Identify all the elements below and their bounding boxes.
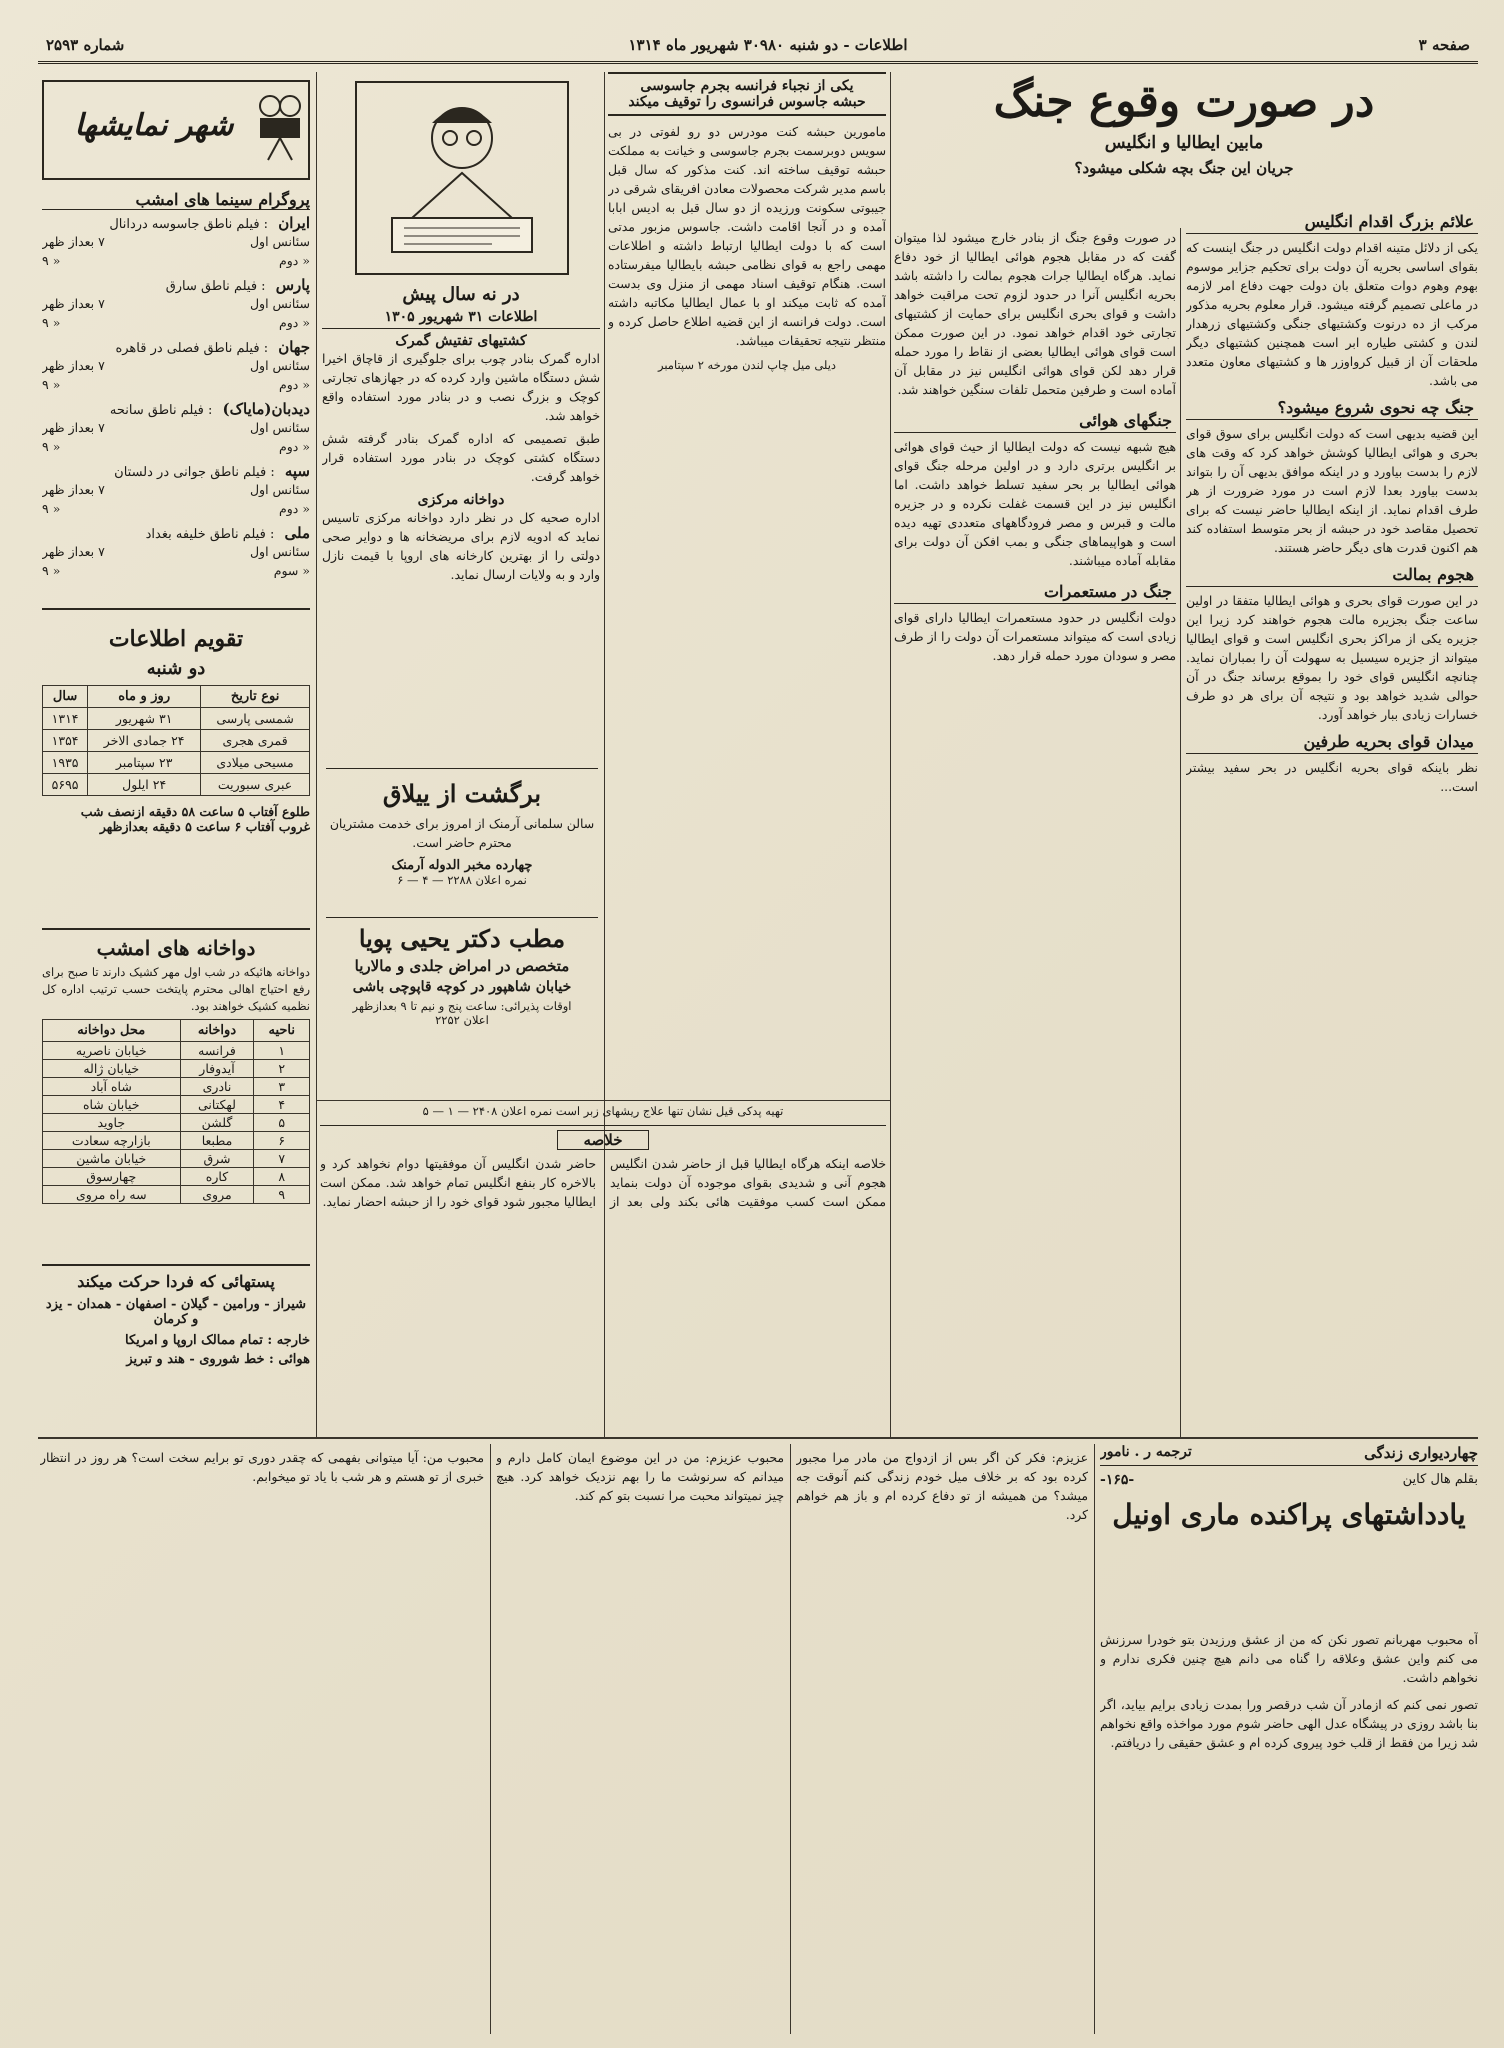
- show-time: « ۹: [42, 501, 61, 516]
- sunrise: طلوع آفتاب ۵ ساعت ۵۸ دقیقه ازنصف شب: [80, 804, 310, 819]
- cinema-heading: پروگرام سینما های امشب: [42, 190, 310, 210]
- page-number: صفحه ۳: [1418, 36, 1470, 54]
- ad-doctor-title: مطب دکتر یحیی پویا: [358, 924, 566, 953]
- pharmacy-row: [43, 1186, 310, 1204]
- cinema-show: [42, 356, 310, 375]
- show-time: « ۹: [42, 439, 61, 454]
- calendar-cell: ۱۳۵۴: [43, 730, 88, 752]
- issue-number: شماره ۲۵۹۳: [46, 36, 125, 54]
- cinema-entry: [42, 338, 310, 394]
- calendar-cell: مسیحی میلادی: [201, 752, 310, 774]
- pharmacy-cell: شاه آباد: [43, 1078, 181, 1096]
- show-time: ۷ بعداز ظهر: [42, 296, 105, 311]
- show-label: « دوم: [279, 377, 310, 392]
- pharmacy-cell: خیابان ناصریه: [43, 1042, 181, 1060]
- serial-col-2: [796, 1448, 1088, 2030]
- cinema-show: [42, 375, 310, 394]
- pharmacy-cell: نادری: [180, 1078, 254, 1096]
- spy-kicker: یکی از نجباء فرانسه بجرم جاسوسی: [608, 72, 886, 94]
- spy-article: [608, 72, 886, 1100]
- show-label: سئانس اول: [249, 420, 310, 435]
- show-time: « ۹: [42, 377, 61, 392]
- ad-barber-title: برگشت از ییلاق: [382, 779, 542, 808]
- pharmacy-cell: خیابان ماشین: [43, 1150, 181, 1168]
- nine-years-para: طبق تصمیمی که اداره گمرک بنادر گرفته شش دستگاه کشتی کوچک در بنادر مورد استفاده قرار خواهد گرفت.: [322, 431, 600, 484]
- pharmacy-cell: ۷: [254, 1150, 310, 1168]
- cinema-title-line: سپه : فیلم ناطق جوانی در دلستان: [114, 462, 310, 480]
- post-line: هوائی : خط شوروی - هند و تبریز: [126, 1352, 310, 1367]
- calendar-row: [43, 730, 310, 752]
- calendar-header: سال: [43, 686, 88, 708]
- pharmacy-row: [43, 1042, 310, 1060]
- cinema-name: جهان: [278, 338, 310, 356]
- section-heading: هجوم بمالت: [1186, 563, 1478, 587]
- section-body: نظر باینکه قوای بحریه انگلیس در بحر سفید بیشتر است...: [1186, 760, 1478, 794]
- war-column-right: [1186, 204, 1478, 1436]
- ad-doctor: [326, 924, 598, 1096]
- ad-barber-address: چهارده مخبر الدوله آرمنک: [391, 858, 533, 873]
- serial-para: آه محبوب مهربانم تصور نکن که من از عشق ورزیدن بتو خودرا سرزنش می کنم واین عشق وعلاقه را گناه می دانم هیچ چنین فکری ندارم و نخواهم داشت.: [1100, 1632, 1478, 1685]
- ad-doctor-number: اعلان ۲۲۵۲: [435, 1013, 489, 1027]
- nine-years-date: اطلاعات ۳۱ شهریور ۱۳۰۵: [322, 309, 600, 329]
- cinema-show: [42, 294, 310, 313]
- pharmacy-cell: بازارچه سعادت: [43, 1132, 181, 1150]
- post-title: پستهائی که فردا حرکت میکند: [77, 1272, 275, 1291]
- calendar: [42, 620, 310, 920]
- post-line: شیراز - ورامین - گیلان - اصفهان - همدان - یزد و کرمان: [45, 1297, 307, 1327]
- nine-years-ago: [322, 284, 600, 764]
- war-body: در صورت وقوع جنگ از بنادر خارج میشود لذا میتوان گفت که در مقابل هجوم هوائی ایطالیا از خود دفاع نماید. هرگاه ایطالیا جرات هجوم بمالت را داشته باشد بحریه انگلیس آنرا در حدود لزوم تحت مراقبت خواهد داشت و قوای بحری انگلیس برای حمایت از کشتیهای تجارتی خود اقدام خواهد نمود. در این صورت ممکن است قوای هوائی ایطالیا بعضی از نقاط را مورد حمله قرار دهد لکن قوای هوائی انگلیس نیز در مقابل آن آماده است و طرفین متحمل تلفات سنگین خواهند شد.: [894, 230, 1176, 397]
- camera-icon: [250, 92, 310, 162]
- cinema-film: فیلم ناطق جوانی در دلستان: [114, 465, 267, 480]
- pharmacy-row: [43, 1060, 310, 1078]
- pharmacy-cell: جاوید: [43, 1114, 181, 1132]
- cinema-list: [42, 214, 310, 580]
- column-rule: [890, 72, 891, 1437]
- spy-dateline: دیلی میل چاپ لندن مورخه ۲ سپتامبر: [657, 358, 837, 372]
- cinema-name: دیدبان(مایاک): [222, 400, 310, 418]
- sunset: غروب آفتاب ۶ ساعت ۵ دقیقه بعدازظهر: [99, 819, 310, 834]
- pharmacy-cell: مطبعا: [180, 1132, 254, 1150]
- cinema-logo-text: شهر نمایشها: [74, 108, 234, 143]
- column-rule: [1094, 1444, 1095, 2034]
- show-time: ۷ بعداز ظهر: [42, 482, 105, 497]
- serial-title: یادداشتهای پراکنده ماری اونیل: [1112, 1498, 1466, 1531]
- cinema-program: [42, 190, 310, 610]
- war-article-subtitle: مابین ایطالیا و انگلیس: [1104, 133, 1264, 153]
- pharmacy-cell: شرق: [180, 1150, 254, 1168]
- calendar-row: [43, 774, 310, 796]
- calendar-cell: ۱۳۱۴: [43, 708, 88, 730]
- ad-strip: تهیه پدکی قیل نشان تنها علاج ریشهای زبر است نمره اعلان ۲۴۰۸ — ۱ — ۵: [320, 1104, 886, 1126]
- pharmacy-header: ناحیه: [254, 1020, 310, 1042]
- row-rule: [316, 1100, 890, 1101]
- cinema-title-line: دیدبان(مایاک) : فیلم ناطق سانحه: [109, 400, 310, 418]
- pharmacy-row: [43, 1150, 310, 1168]
- pharmacy-cell: ۱: [254, 1042, 310, 1060]
- show-time: « ۹: [42, 563, 61, 578]
- air-body: هیچ شبهه نیست که دولت ایطالیا از حیث قوای هوائی بر انگلیس برتری دارد و در اولین مرحله جنگ قوای هوائی ایطالیا بر بحر سفید تسلط خواهد داشت. اما انگلیس نیز در این قسمت غفلت نکرده و در جزیره مالت و قبرس و مصر فرودگاههای متعددی تهیه دیده است و هواپیماهای جنگی و بمب افکن آن دولت برای مقابله آماده میباشند.: [894, 439, 1176, 568]
- pharmacy-cell: ۳: [254, 1078, 310, 1096]
- cinema-entry: [42, 276, 310, 332]
- show-label: « دوم: [279, 315, 310, 330]
- pharmacy-cell: فرانسه: [180, 1042, 254, 1060]
- spy-body: مامورین حبشه کنت مودرس دو رو لفوتی در بی سویس دوبرسمت بجرم جاسوسی و خیانت به مملکت حبشه توقیف ساخته اند. کنت مذکور که سال قبل باسم مدیر شرکت محصولات معادن افریقای شرقی در جیبوتی سکونت ورزیده از دو سال قبل به ادیس ابابا آمده و در آنجا اقامت داشت. جاسوس مزبور مدتی است که با دولت ایطالیا ارتباط داشته و اطلاعات مهمی راجع به قوای نظامی حبشه بایطالیا میفرستاده است. هنگام توقیف اسناد مهمی از منزل وی بدست آمده که ثابت میکند او با عمال ایطالیا مکاتبه داشته است. دولت فرانسه از این قضیه اطلاع حاصل کرده و منتظر نتیجه تحقیقات میباشد.: [608, 124, 886, 348]
- ad-doctor-address: خیابان شاهپور در کوچه قاپوچی باشی: [352, 979, 572, 995]
- serial-header: [1100, 1444, 1478, 1644]
- calendar-title: تقویم اطلاعات: [108, 626, 244, 652]
- calendar-cell: قمری هجری: [201, 730, 310, 752]
- calendar-header: روز و ماه: [88, 686, 201, 708]
- calendar-row: [43, 708, 310, 730]
- serial-col-3: [496, 1448, 784, 2030]
- section-body: در این صورت قوای بحری و هوائی ایطالیا متفقا در اولین ساعت جنگ بجزیره مالت هجوم خواهند کرد زیرا این جزیره یکی از مراکز بحری انگلیس است و قوای ایطالیا میتواند از جزیره سیسیل به سهولت آن را بمباران نماید. چنانچه انگلیس قوای خود را بموقع برساند جنگ در آن حوالی شدید خواهد بود و نتیجه آن برای هر دو طرف خسارات زیادی ببار خواهد آورد.: [1186, 593, 1478, 722]
- cinema-film: فیلم ناطق فصلی در قاهره: [115, 341, 260, 356]
- pharmacies-table: [42, 1019, 310, 1204]
- calendar-cell: عبری سبوریت: [201, 774, 310, 796]
- cinema-title-line: ملی : فیلم ناطق خلیفه بغداد: [145, 524, 310, 542]
- spy-title: حبشه جاسوس فرانسوی را توقیف میکند: [608, 94, 886, 116]
- war-column-left: [894, 228, 1176, 1436]
- war-article-title: در صورت وقوع جنگ: [993, 76, 1375, 127]
- pharmacy-cell: کاره: [180, 1168, 254, 1186]
- cinema-title-line: ایران : فیلم ناطق جاسوسه دردانال: [109, 214, 310, 232]
- pharmacy-row: [43, 1078, 310, 1096]
- calendar-cell: ۵۶۹۵: [43, 774, 88, 796]
- pharmacy-cell: خیابان ژاله: [43, 1060, 181, 1078]
- masthead-center: اطلاعات - دو شنبه ۳۰۹۸۰ شهریور ماه ۱۳۱۴: [628, 36, 908, 54]
- serial-para: محبوب عزیزم: من در این موضوع ایمان کامل دارم و میدانم که سرنوشت ما را بهم نزدیک خواهد کرد. هیچ چیز نمیتواند محبت مرا نسبت بتو کم کند.: [496, 1450, 784, 1503]
- war-article-question: جریان این جنگ بچه شکلی میشود؟: [1074, 159, 1294, 177]
- serial-para: تصور نمی کنم که ازمادر آن شب درقصر ورا بمدت زیادی برایم بیاید، اگر بنا باشد روزی در پیشگاه عدل الهی حاضر شوم مورد مواخذه واقع نخواهم شد زیرا من فقط از قلب خود پیروی کرده ام و عشق حقیقی را دریافتم.: [1100, 1697, 1478, 1750]
- cinema-show: [42, 480, 310, 499]
- ad-barber-body: سالن سلمانی آرمنک از امروز برای خدمت مشتریان محترم حاضر است.: [329, 816, 595, 850]
- nine-years-para: اداره صحیه کل در نظر دارد دواخانه مرکزی تاسیس نماید که ادویه لازم برای مریضخانه ها و دوایر صحی دولتی را از بهترین کارخانه های اروپا با قیمت نازل وارد و به ولایات ارسال نماید.: [322, 510, 600, 582]
- post-schedule: [42, 1264, 310, 1434]
- pharmacy-cell: آیدوفار: [180, 1060, 254, 1078]
- cinema-film: فیلم ناطق جاسوسه دردانال: [109, 217, 260, 232]
- cinema-film: فیلم ناطق سانحه: [109, 403, 204, 418]
- pharmacies: [42, 928, 310, 1258]
- section-body: این قضیه بدیهی است که دولت انگلیس برای سوق قوای بحری و هوائی ایطالیا کوشش خواهد کرد که وقت های لازم را بدست بیاورد و در اینکه موافق بدیهی آن را بتواند بدست بیاورد بعدا لازم است در مورد ضرورت از هر طرف اقدام نماید. از اینکه ایطالیا حاضر نیست که برای تحصیل مقاصد خود در حبشه از بحر متوسط استفاده کند هم اکنون قدرت های دیگر حاضر هستند.: [1186, 426, 1478, 555]
- cinema-entry: [42, 524, 310, 580]
- cinema-title-line: جهان : فیلم ناطق فصلی در قاهره: [115, 338, 310, 356]
- pharmacy-cell: لهکتانی: [180, 1096, 254, 1114]
- cinema-title-line: پارس : فیلم ناطق سارق: [165, 276, 310, 294]
- show-time: « ۹: [42, 315, 61, 330]
- fold-rule: [38, 1437, 1478, 1439]
- show-label: سئانس اول: [249, 234, 310, 249]
- masthead: [38, 30, 1478, 64]
- pharmacy-cell: سه راه مروی: [43, 1186, 181, 1204]
- pharmacy-cell: ۴: [254, 1096, 310, 1114]
- pharmacy-cell: ۶: [254, 1132, 310, 1150]
- pharmacy-row: [43, 1168, 310, 1186]
- pharmacies-note: دواخانه هائیکه در شب اول مهر کشیک دارند تا صبح برای رفع احتیاج اهالی محترم پایتخت حسب ترتیب اداره کل نظمیه کشیک خواهند بود.: [42, 965, 310, 1013]
- calendar-day: دو شنبه: [146, 658, 206, 679]
- column-rule: [1180, 228, 1181, 1438]
- show-time: « ۹: [42, 253, 61, 268]
- serial-author: بقلم هال کاین: [1402, 1472, 1478, 1487]
- serial-section: چهاردیواری زندگی: [1364, 1444, 1478, 1462]
- calendar-cell: ۲۳ سپتامبر: [88, 752, 201, 774]
- section-heading: میدان قوای بحریه طرفین: [1186, 730, 1478, 754]
- cinema-logo: [42, 80, 310, 180]
- section-body: یکی از دلائل متینه اقدام دولت انگلیس در جنگ اینست که بقوای اساسی بحریه آن دولت برای تحکیم جزایر موسوم بهوم وهوم دوات متعلق بان دولت جهت دفاع امر لازمه در ماعلی تصمیم گرفته میشود. قرار معلوم بحریه مذکور مرکب از ده درنوت وکشتیهای جنگی وکشتیهای زرهدار لندن و کشتی طیاره ابر است همچنین کشتیهای دیگر ملحقات آن از قبیل کرواوزر ها و کشتیهای معاون متعدد می باشد.: [1186, 240, 1478, 388]
- pharmacy-row: [43, 1114, 310, 1132]
- cinema-name: پارس: [275, 276, 310, 294]
- show-time: ۷ بعداز ظهر: [42, 420, 105, 435]
- calendar-cell: ۳۱ شهریور: [88, 708, 201, 730]
- section-heading: جنگ چه نحوی شروع میشود؟: [1186, 396, 1478, 420]
- pharmacy-header: دواخانه: [180, 1020, 254, 1042]
- colony-body: دولت انگلیس در حدود مستعمرات ایطالیا دارای قوای زیادی است که میتواند مستعمرات آن دولت را از طرف مصر و سودان مورد حمله قرار دهد.: [894, 610, 1176, 663]
- cinema-entry: [42, 400, 310, 456]
- nine-years-heading-2: دواخانه مرکزی: [417, 492, 505, 508]
- column-rule: [316, 72, 317, 1437]
- serial-episode: -۱۶۵-: [1100, 1472, 1135, 1488]
- show-label: « سوم: [273, 563, 310, 578]
- pharmacy-cell: مروی: [180, 1186, 254, 1204]
- pharmacy-cell: ۲: [254, 1060, 310, 1078]
- show-label: « دوم: [279, 501, 310, 516]
- serial-translator: ترجمه ر . نامور: [1100, 1444, 1192, 1460]
- cinema-entry: [42, 214, 310, 270]
- pharmacies-title: دواخانه های امشب: [96, 936, 256, 960]
- cinema-name: ملی: [284, 524, 310, 542]
- colony-heading: جنگ در مستعمرات: [894, 580, 1176, 604]
- pharmacy-cell: ۹: [254, 1186, 310, 1204]
- cinema-name: سپه: [284, 462, 310, 480]
- cinema-show: [42, 232, 310, 251]
- summary-body: خلاصه اینکه هرگاه ایطالیا قبل از حاضر شدن انگلیس هجوم آنی و شدیدی بقوای موجوده آن دولت بنماید ممکن است کسب موفقیت هائی بکند ولی بعد از حاضر شدن انگلیس آن موفقیتها دوام نخواهد کرد و بالاخره کار بنفع انگلیس تمام خواهد شد. ممکن است ایطالیا مجبور شود قوای خود را از حبشه احضار نماید.: [320, 1156, 886, 1209]
- show-label: سئانس اول: [249, 482, 310, 497]
- section-heading: علائم بزرگ اقدام انگلیس: [1186, 210, 1478, 234]
- cartoon-illustration: [352, 78, 572, 278]
- column-rule: [490, 1444, 491, 2034]
- pharmacy-row: [43, 1132, 310, 1150]
- calendar-header: نوع تاریخ: [201, 686, 310, 708]
- pharmacy-cell: چهارسوق: [43, 1168, 181, 1186]
- ad-barber-number: نمره اعلان ۲۲۸۸ — ۴ — ۶: [397, 873, 527, 887]
- nine-years-title: در نه سال پیش: [402, 284, 520, 305]
- show-label: « دوم: [279, 439, 310, 454]
- cinema-show: [42, 561, 310, 580]
- cinema-show: [42, 418, 310, 437]
- cinema-show: [42, 437, 310, 456]
- summary-block: [320, 1130, 886, 1435]
- show-label: سئانس اول: [249, 544, 310, 559]
- cinema-film: فیلم ناطق خلیفه بغداد: [145, 527, 266, 542]
- post-line: خارجه : تمام ممالک اروپا و امریکا: [125, 1333, 310, 1348]
- show-time: ۷ بعداز ظهر: [42, 234, 105, 249]
- show-time: ۷ بعداز ظهر: [42, 358, 105, 373]
- calendar-cell: ۱۹۳۵: [43, 752, 88, 774]
- pharmacy-row: [43, 1096, 310, 1114]
- ad-doctor-specialty: متخصص در امراض جلدی و مالاریا: [354, 957, 570, 975]
- serial-para: عزیزم: فکر کن اگر بس از ازدواج من مادر مرا مجبور کرده بود که بر خلاف میل خودم زندگی کنم آنوقت جه میشد؟ من همیشه از تو دفاع کرده ام و باز هم خواهم کرد.: [796, 1450, 1088, 1522]
- cinema-show: [42, 542, 310, 561]
- pharmacy-cell: گلشن: [180, 1114, 254, 1132]
- ad-doctor-hours: اوقات پذیرائی: ساعت پنج و نیم تا ۹ بعدازظهر: [352, 999, 572, 1013]
- pharmacy-cell: ۸: [254, 1168, 310, 1186]
- cinema-show: [42, 499, 310, 518]
- serial-para: محبوب من: آیا میتوانی بفهمی که چقدر دوری تو برایم سخت است؟ هر روز در انتظار خبری از تو هستم و هر شب با یاد تو میخوابم.: [40, 1450, 484, 1484]
- column-rule: [790, 1444, 791, 2034]
- cinema-show: [42, 313, 310, 332]
- cinema-name: ایران: [278, 214, 310, 232]
- cinema-entry: [42, 462, 310, 518]
- calendar-row: [43, 752, 310, 774]
- pharmacy-cell: ۵: [254, 1114, 310, 1132]
- show-label: سئانس اول: [249, 296, 310, 311]
- show-time: ۷ بعداز ظهر: [42, 544, 105, 559]
- serial-col-4: [40, 1448, 484, 2030]
- nine-years-heading-1: کشتیهای تفتیش گمرک: [395, 333, 527, 349]
- cinema-show: [42, 251, 310, 270]
- calendar-table: [42, 685, 310, 796]
- show-label: « دوم: [279, 253, 310, 268]
- pharmacy-cell: خیابان شاه: [43, 1096, 181, 1114]
- summary-heading: خلاصه: [557, 1130, 649, 1150]
- ad-barber: [326, 768, 598, 918]
- calendar-cell: شمسی پارسی: [201, 708, 310, 730]
- cinema-film: فیلم ناطق سارق: [165, 279, 258, 294]
- calendar-cell: ۲۴ ایلول: [88, 774, 201, 796]
- nine-years-para: اداره گمرک بنادر چوب برای جلوگیری از قاچاق اخیرا شش دستگاه ماشین وارد کرده که در جهازهای تجارتی کوچک و بزرگ نصب و در بنادر مورد استفاده واقع خواهد شد.: [322, 351, 600, 423]
- calendar-cell: ۲۴ جمادی الاخر: [88, 730, 201, 752]
- serial-col-1: [1100, 1630, 1478, 2030]
- pharmacy-header: محل دواخانه: [43, 1020, 181, 1042]
- show-label: سئانس اول: [249, 358, 310, 373]
- air-heading: جنگهای هوائی: [894, 409, 1176, 433]
